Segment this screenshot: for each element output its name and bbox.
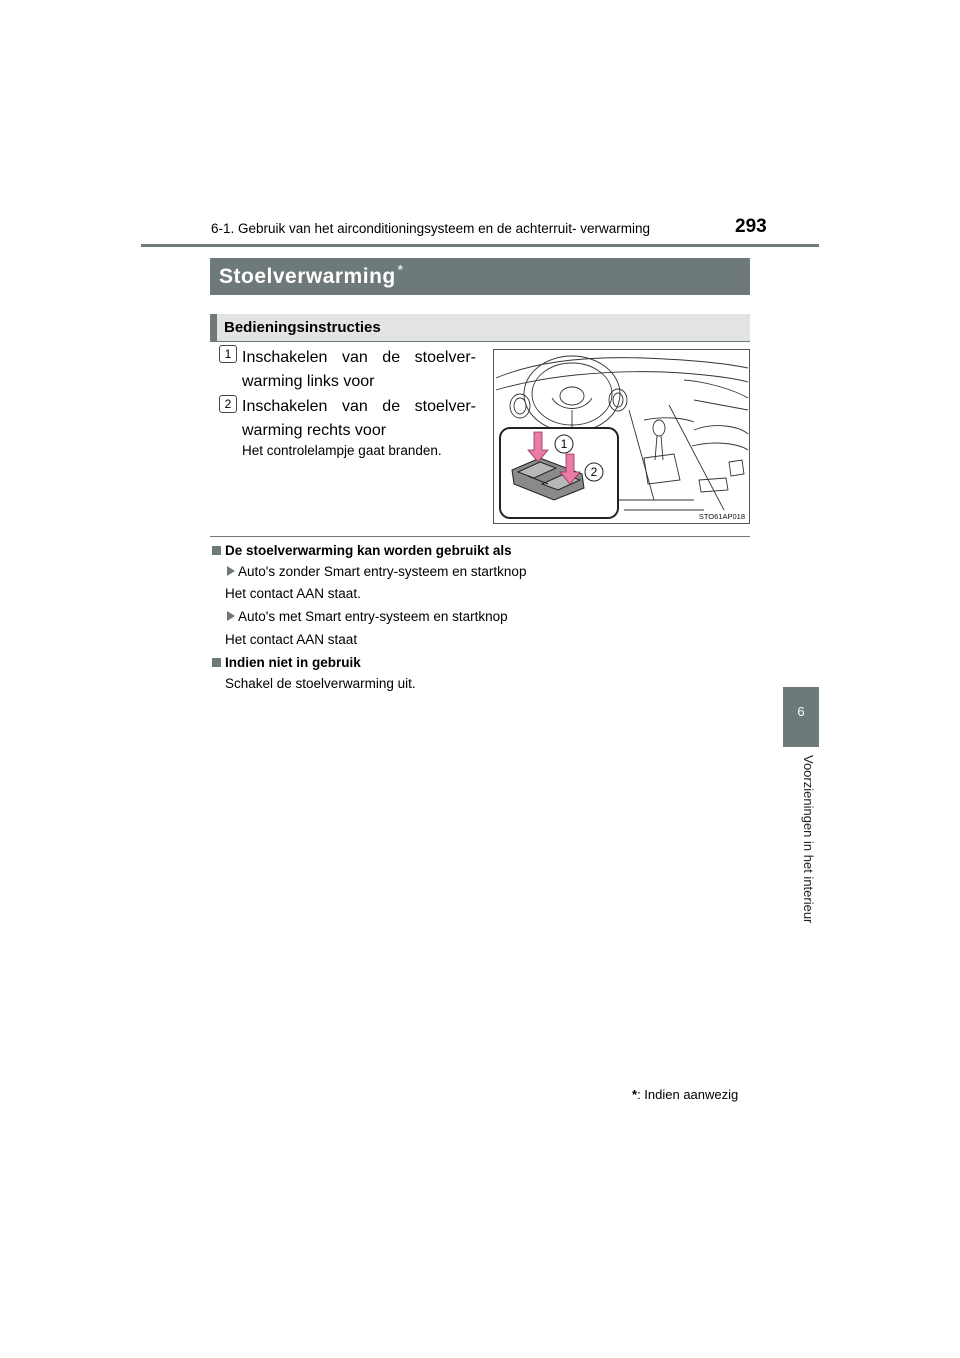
callout-1: 1 bbox=[560, 437, 568, 451]
case1-line bbox=[227, 564, 526, 579]
usable-heading-text: De stoelverwarming kan worden gebruikt als bbox=[225, 543, 512, 558]
seat-heater-illustration bbox=[493, 349, 750, 524]
unused-text: Schakel de stoelverwarming uit. bbox=[225, 676, 416, 691]
figure-code: STO61AP018 bbox=[698, 512, 745, 521]
case2-text: Het contact AAN staat bbox=[225, 632, 358, 647]
case1-label: Auto's zonder Smart entry-systeem en startknop bbox=[238, 564, 527, 579]
section-heading bbox=[210, 258, 750, 295]
dashboard-drawing bbox=[494, 350, 749, 523]
callout-2: 2 bbox=[590, 465, 598, 479]
triangle-bullet-icon bbox=[227, 611, 235, 621]
unused-heading-text: Indien niet in gebruik bbox=[225, 655, 361, 670]
unused-heading bbox=[212, 655, 361, 670]
footnote-text: : Indien aanwezig bbox=[637, 1087, 739, 1102]
step-text-2: Inschakelen van de stoelver-warming rechts voor bbox=[242, 398, 476, 439]
footnote-mark: * bbox=[632, 1087, 638, 1102]
step-text-1: Inschakelen van de stoelver-warming links voor bbox=[242, 349, 476, 390]
case2-line bbox=[227, 609, 508, 624]
triangle-bullet-icon bbox=[227, 566, 235, 576]
page-number: 293 bbox=[735, 216, 767, 237]
header-rule bbox=[141, 244, 819, 247]
footnote bbox=[632, 1087, 738, 1102]
subsection-heading: Bedieningsinstructies bbox=[210, 314, 750, 341]
square-bullet-icon bbox=[212, 546, 221, 555]
case1-text: Het contact AAN staat. bbox=[225, 586, 361, 601]
section-heading-text: Stoelverwarming bbox=[219, 264, 396, 288]
indicator-note: Het controlelampje gaat branden. bbox=[242, 443, 442, 458]
step-number-1: 1 bbox=[219, 345, 237, 363]
usable-heading bbox=[212, 543, 512, 558]
subsection-rule bbox=[210, 341, 750, 342]
case2-label: Auto's met Smart entry-systeem en startknop bbox=[238, 609, 508, 624]
chapter-number: 6 bbox=[797, 704, 805, 719]
square-bullet-icon bbox=[212, 658, 221, 667]
optional-mark: * bbox=[397, 262, 404, 277]
step-number-2: 2 bbox=[219, 395, 237, 413]
chapter-title: Voorzieningen in het interieur bbox=[801, 755, 816, 924]
section-title: 6-1. Gebruik van het airconditioningsysteem en de achterruit- verwarming bbox=[211, 221, 650, 236]
section-divider bbox=[210, 536, 750, 537]
